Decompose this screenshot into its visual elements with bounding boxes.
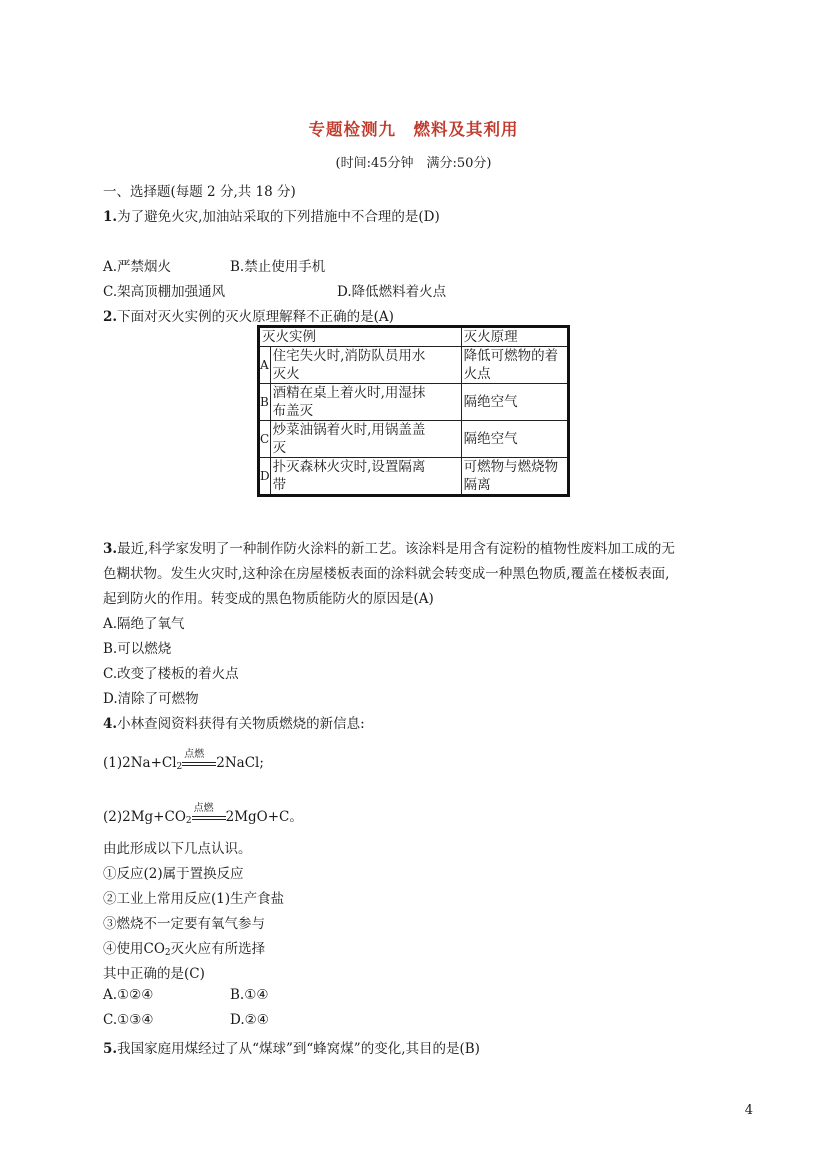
equation-2: $(2)2Mg+CO_2$ 点燃 2MgO+C。 — [103, 803, 303, 826]
question-ask: 其中正确的是(C) — [103, 966, 205, 982]
row-example: 扑灭森林火灾时,设置隔离 带 — [270, 458, 461, 496]
question-number: 4. — [103, 716, 118, 732]
option-b: B.禁止使用手机 — [230, 259, 326, 275]
table-row — [259, 347, 569, 384]
table-header-principle: 灭火原理 — [461, 327, 568, 347]
reaction-arrow: 点燃 — [192, 809, 226, 823]
page-number: 4 — [744, 1103, 753, 1118]
row-example: 炒菜油锅着火时,用锅盖盖 灭 — [270, 421, 461, 458]
table-row — [259, 421, 569, 458]
question-number: 3. — [103, 541, 118, 557]
question-stem-line: 色糊状物。发生火灾时,这种涂在房屋楼板表面的涂料就会转变成一种黑色物质,覆盖在楼板表面, — [103, 566, 670, 582]
row-key: C — [259, 421, 271, 458]
table-row — [259, 384, 569, 421]
row-principle: 隔绝空气 — [461, 421, 568, 458]
option-a: A.严禁烟火 — [103, 259, 172, 275]
option-c: C.架高顶棚加强通风 — [103, 284, 226, 300]
row-principle: 隔绝空气 — [461, 384, 568, 421]
table-header-example: 灭火实例 — [259, 327, 462, 347]
question-4 — [103, 712, 365, 732]
page-title: 专题检测九 燃料及其利用 — [308, 120, 519, 139]
question-stem: 下面对灭火实例的灭火原理解释不正确的是(A) — [117, 309, 394, 325]
question-stem: 小林查阅资料获得有关物质燃烧的新信息: — [117, 716, 365, 732]
statement-1: ①反应(2)属于置换反应 — [103, 866, 244, 882]
row-key: B — [259, 384, 271, 421]
option-a: A.①②④ — [103, 987, 154, 1003]
row-key: A — [259, 347, 271, 384]
row-principle: 降低可燃物的着 火点 — [461, 347, 568, 384]
statements-intro: 由此形成以下几点认识。 — [103, 841, 252, 857]
question-3 — [103, 537, 675, 557]
option-b: B.可以燃烧 — [103, 641, 172, 657]
exam-info: (时间:45分钟 满分:50分) — [335, 156, 492, 171]
option-b: B.①④ — [230, 987, 269, 1003]
option-c: C.①③④ — [103, 1012, 154, 1028]
question-2 — [103, 305, 394, 325]
extinguishing-table — [257, 325, 570, 497]
question-stem: 为了避免火灾,加油站采取的下列措施中不合理的是(D) — [117, 209, 440, 225]
section-heading: 一、选择题(每题 2 分,共 18 分) — [103, 184, 296, 200]
question-stem-line: 最近,科学家发明了一种制作防火涂料的新工艺。该涂料是用含有淀粉的植物性废料加工成的无 — [117, 541, 675, 557]
question-number: 2. — [103, 309, 118, 325]
table-row — [259, 458, 569, 496]
statement-2: ②工业上常用反应(1)生产食盐 — [103, 891, 285, 907]
equation-1: $(1)2Na+Cl_2$ 点燃 2NaCl; — [103, 749, 264, 772]
statement-4: ④使用$CO_2$灭火应有所选择 — [103, 941, 266, 958]
reaction-arrow: 点燃 — [182, 755, 216, 769]
question-stem: 我国家庭用煤经过了从“煤球”到“蜂窝煤”的变化,其目的是(B) — [117, 1041, 480, 1057]
option-d: D.降低燃料着火点 — [337, 284, 447, 300]
option-d: D.清除了可燃物 — [103, 691, 199, 707]
row-example: 酒精在桌上着火时,用湿抹 布盖灭 — [270, 384, 461, 421]
row-example: 住宅失火时,消防队员用水 灭火 — [270, 347, 461, 384]
option-a: A.隔绝了氧气 — [103, 616, 185, 632]
question-5 — [103, 1037, 480, 1057]
statement-3: ③燃烧不一定要有氧气参与 — [103, 916, 265, 932]
question-number: 1. — [103, 209, 118, 225]
option-d: D.②④ — [230, 1012, 269, 1028]
question-number: 5. — [103, 1041, 118, 1057]
table-header-row — [259, 327, 569, 347]
question-1 — [103, 205, 440, 225]
question-stem-line: 起到防火的作用。转变成的黑色物质能防火的原因是(A) — [103, 591, 434, 607]
row-key: D — [259, 458, 271, 496]
option-c: C.改变了楼板的着火点 — [103, 666, 239, 682]
row-principle: 可燃物与燃烧物 隔离 — [461, 458, 568, 496]
